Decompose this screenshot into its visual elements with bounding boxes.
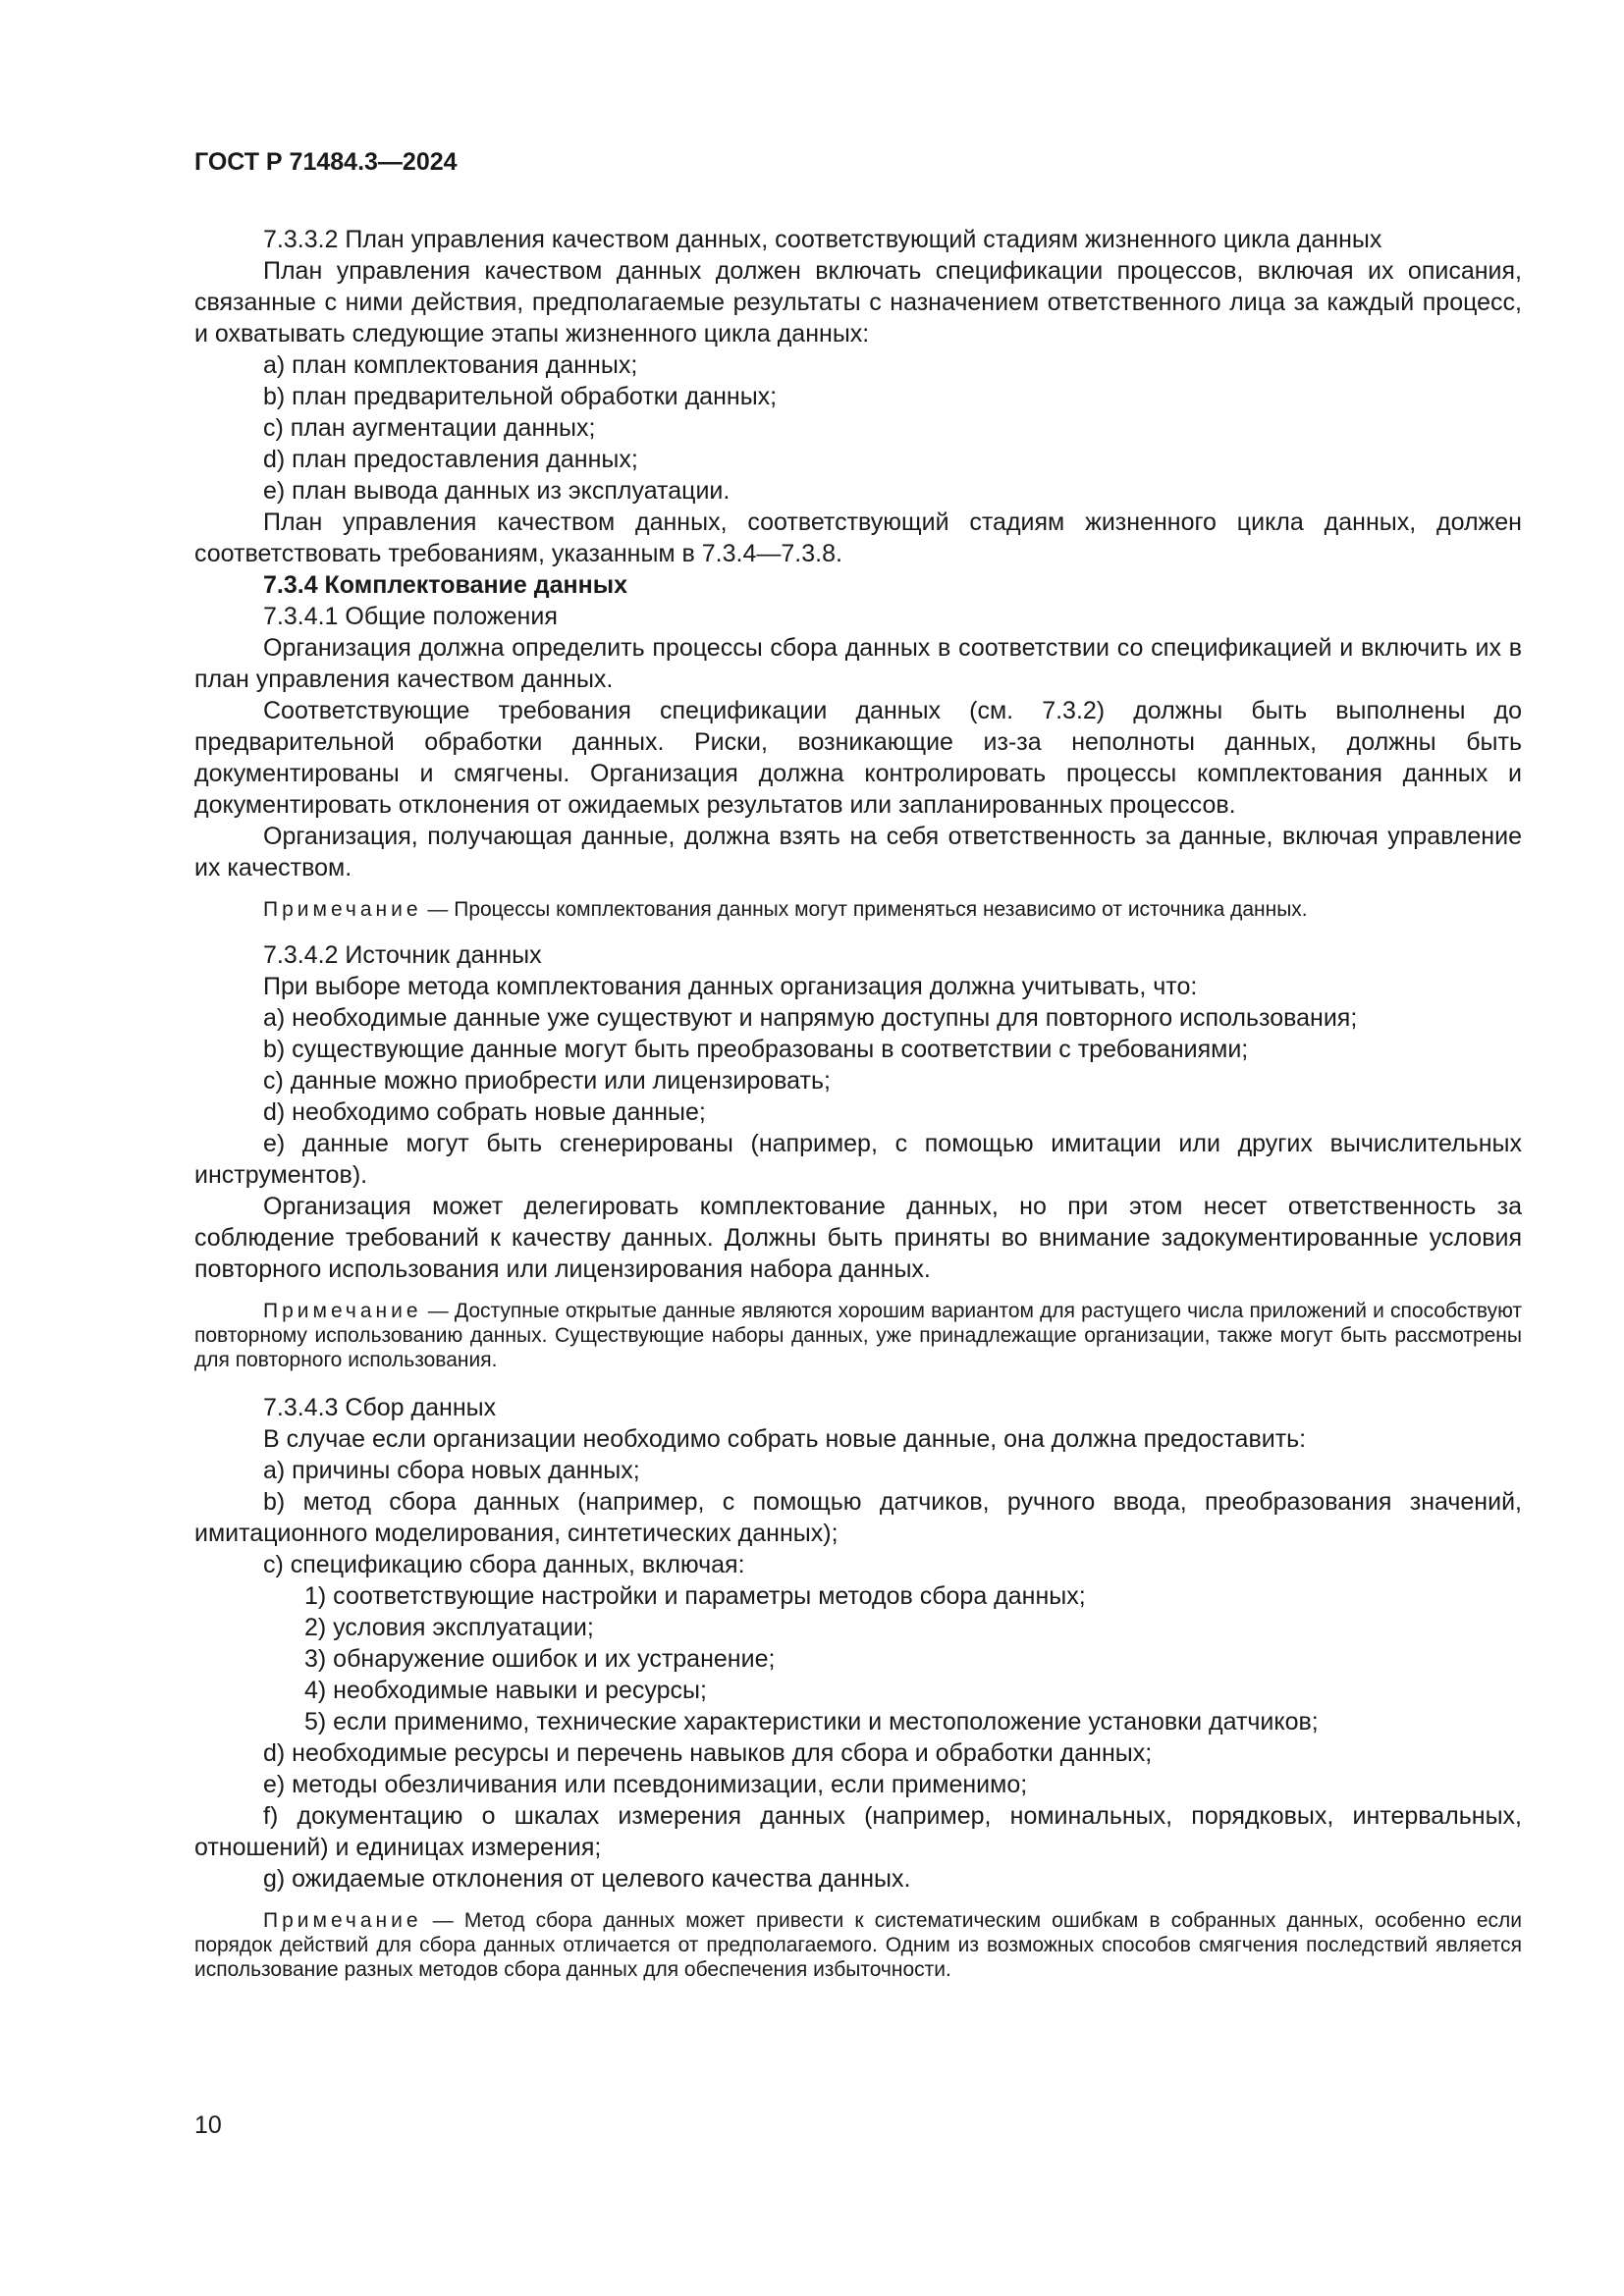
list-item: g) ожидаемые отклонения от целевого качества данных. [263,1865,911,1893]
list-item: b) план предварительной обработки данных; [263,383,778,410]
list-item: a) план комплектования данных; [263,351,638,379]
list-item: c) данные можно приобрести или лицензировать; [263,1067,831,1095]
paragraph: План управления качеством данных должен включать спецификации процессов, включая их описания, связанные с ними действия, предполагаемые результаты с назначением ответственного лица за каждый процесс, и охватывать следующие этапы жизненного цикла данных: [194,257,1522,347]
note-label: Примечание [263,1909,422,1932]
note-label: Примечание [263,1300,422,1322]
document-code-header: ГОСТ Р 71484.3—2024 [194,148,458,176]
section-heading-7-3-4: 7.3.4 Комплектование данных [263,571,627,599]
paragraph: Организация должна определить процессы сбора данных в соответствии со спецификацией и включить их в план управления качеством данных. [194,634,1522,693]
list-item: c) план аугментации данных; [263,414,596,442]
note-text: — Метод сбора данных может привести к систематическим ошибкам в собранных данных, особенно если порядок действий для сбора данных отличается от предполагаемого. Одним из возможных способов смягчения последствий является использование разных методов сбора данных для обеспечения избыточности. [194,1909,1522,1981]
list-item: c) спецификацию сбора данных, включая: [263,1551,745,1578]
note-label: Примечание [263,898,422,921]
list-item: d) необходимо собрать новые данные; [263,1098,706,1126]
list-item: e) план вывода данных из эксплуатации. [263,477,731,505]
note-text: — Доступные открытые данные являются хорошим вариантом для растущего числа приложений и способствуют повторному использованию данных. Существующие наборы данных, уже принадлежащие организации, также могут быть рассмотрены для повторного использования. [194,1300,1522,1371]
sub-list-item: 2) условия эксплуатации; [304,1614,594,1641]
paragraph: В случае если организации необходимо собрать новые данные, она должна предоставить: [263,1425,1307,1453]
note [194,1908,1522,1982]
note [194,897,1522,922]
list-item: d) план предоставления данных; [263,446,638,473]
document-page [194,0,1522,2296]
paragraph: План управления качеством данных, соответствующий стадиям жизненного цикла данных, должен соответствовать требованиям, указанным в 7.3.4—7.3.8. [194,508,1522,567]
list-item: f) документацию о шкалах измерения данных (например, номинальных, порядковых, интервальных, отношений) и единицах измерения; [194,1802,1522,1861]
paragraph: Организация может делегировать комплектование данных, но при этом несет ответственность за соблюдение требований к качеству данных. Должны быть приняты во внимание задокументированные условия повторного использования или лицензирования набора данных. [194,1193,1522,1283]
note-text: — Процессы комплектования данных могут применяться независимо от источника данных. [421,898,1308,921]
note [194,1299,1522,1372]
subsection-heading-7-3-4-1: 7.3.4.1 Общие положения [263,603,558,630]
list-item: b) существующие данные могут быть преобразованы в соответствии с требованиями; [263,1036,1249,1063]
sub-list-item: 1) соответствующие настройки и параметры методов сбора данных; [304,1582,1086,1610]
list-item: b) метод сбора данных (например, с помощью датчиков, ручного ввода, преобразования значений, имитационного моделирования, синтетических данных); [194,1488,1522,1547]
sub-list-item: 3) обнаружение ошибок и их устранение; [304,1645,776,1673]
list-item: d) необходимые ресурсы и перечень навыков для сбора и обработки данных; [263,1739,1153,1767]
subsection-heading-7-3-4-2: 7.3.4.2 Источник данных [263,941,542,969]
paragraph: Соответствующие требования спецификации данных (см. 7.3.2) должны быть выполнены до предварительной обработки данных. Риски, возникающие из-за неполноты данных, должны быть документированы и смягчены. Организация должна контролировать процессы комплектования данных и документировать отклонения от ожидаемых результатов или запланированных процессов. [194,697,1522,819]
list-item: e) данные могут быть сгенерированы (например, с помощью имитации или других вычислительных инструментов). [194,1130,1522,1189]
list-item: e) методы обезличивания или псевдонимизации, если применимо; [263,1771,1028,1798]
sub-list-item: 4) необходимые навыки и ресурсы; [304,1677,707,1704]
list-item: a) причины сбора новых данных; [263,1457,640,1484]
list-item: a) необходимые данные уже существуют и напрямую доступны для повторного использования; [263,1004,1358,1032]
sub-list-item: 5) если применимо, технические характеристики и местоположение установки датчиков; [304,1708,1319,1735]
page-number: 10 [194,2111,222,2139]
paragraph: При выборе метода комплектования данных организация должна учитывать, что: [263,973,1198,1000]
paragraph: Организация, получающая данные, должна взять на себя ответственность за данные, включая управление их качеством. [194,823,1522,881]
subsection-heading-7-3-3-2: 7.3.3.2 План управления качеством данных, соответствующий стадиям жизненного цикла данных [263,226,1382,253]
subsection-heading-7-3-4-3: 7.3.4.3 Сбор данных [263,1394,497,1421]
document-body [194,224,1522,1982]
